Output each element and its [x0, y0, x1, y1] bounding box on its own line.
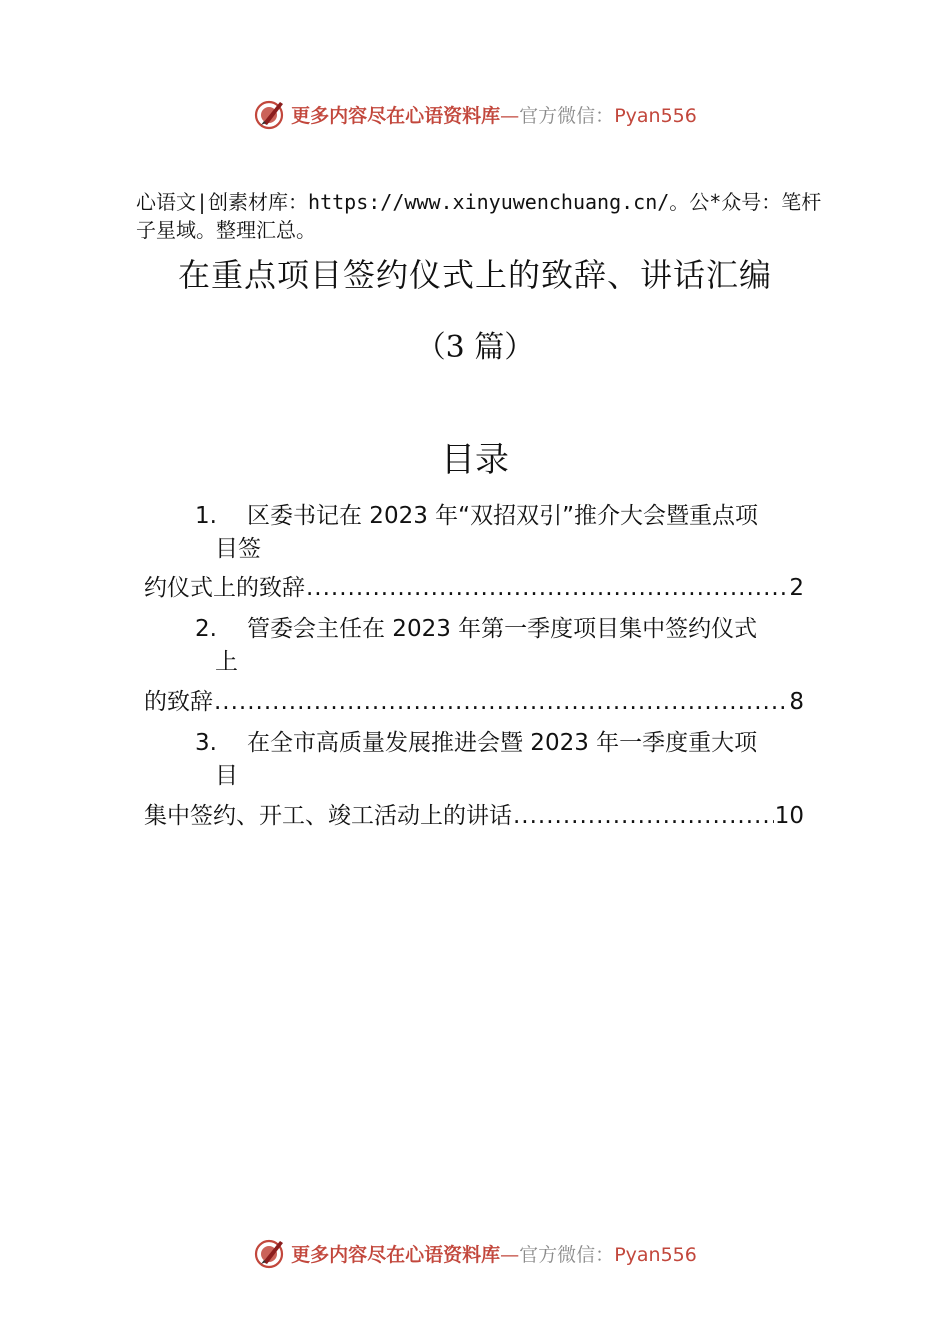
- toc-entry-1-line1[interactable]: [195, 500, 855, 533]
- banner-dash: —: [500, 1243, 520, 1266]
- toc-entry-1-line3[interactable]: [144, 572, 804, 605]
- toc-entry-number: 1.: [195, 503, 217, 529]
- toc-entry-2-line1[interactable]: [195, 613, 855, 646]
- toc-entry-title-cont: 约仪式上的致辞: [144, 575, 305, 601]
- header-banner: [0, 94, 950, 134]
- document-subtitle: （3 篇）: [415, 330, 535, 365]
- quill-logo-icon: [253, 97, 287, 131]
- toc-page-number: 2: [789, 575, 804, 601]
- toc-leader-dots: [513, 800, 774, 833]
- toc-entry-3-line1[interactable]: [195, 727, 855, 760]
- banner-text: [291, 1240, 697, 1267]
- toc-entry-1-line2[interactable]: 目签: [215, 536, 261, 562]
- banner-chinese: 更多内容尽在心语资料库: [291, 104, 501, 127]
- toc-entry-number: 3.: [195, 730, 217, 756]
- toc-entry-title: 在全市高质量发展推进会暨 2023 年一季度重大项: [247, 730, 758, 756]
- footer-banner: [0, 1233, 950, 1273]
- banner-wechat-id: Pyan556: [614, 104, 697, 127]
- toc-leader-dots: [214, 686, 788, 719]
- toc-leader-dots: [306, 572, 788, 605]
- toc-entry-2-line3[interactable]: [144, 686, 804, 719]
- toc-entry-3-line2[interactable]: 目: [215, 763, 238, 789]
- toc-entry-number: 2.: [195, 616, 217, 642]
- banner-wechat-label: 官方微信：: [519, 1243, 615, 1266]
- toc-page-number: 10: [774, 803, 804, 829]
- banner-wechat-id: Pyan556: [614, 1243, 697, 1266]
- toc-entry-title-cont: 的致辞: [144, 689, 213, 715]
- toc-heading: 目录: [441, 440, 509, 480]
- source-note: 心语文|创素材库：https://www.xinyuwenchuang.cn/。公*众号：笔杆子星域。整理汇总。: [136, 190, 822, 242]
- banner-text: [291, 101, 697, 128]
- quill-logo-icon: [253, 1236, 287, 1270]
- toc-entry-title: 区委书记在 2023 年“双招双引”推介大会暨重点项: [247, 503, 758, 529]
- document-title: 在重点项目签约仪式上的致辞、讲话汇编: [177, 256, 772, 294]
- banner-chinese: 更多内容尽在心语资料库: [291, 1243, 501, 1266]
- banner-wechat-label: 官方微信：: [519, 104, 615, 127]
- toc-entry-title: 管委会主任在 2023 年第一季度项目集中签约仪式: [247, 616, 758, 642]
- toc-page-number: 8: [789, 689, 804, 715]
- banner-dash: —: [500, 104, 520, 127]
- toc-entry-title-cont: 集中签约、开工、竣工活动上的讲话: [144, 803, 512, 829]
- toc-entry-3-line3[interactable]: [144, 800, 804, 833]
- toc-entry-2-line2[interactable]: 上: [215, 649, 238, 675]
